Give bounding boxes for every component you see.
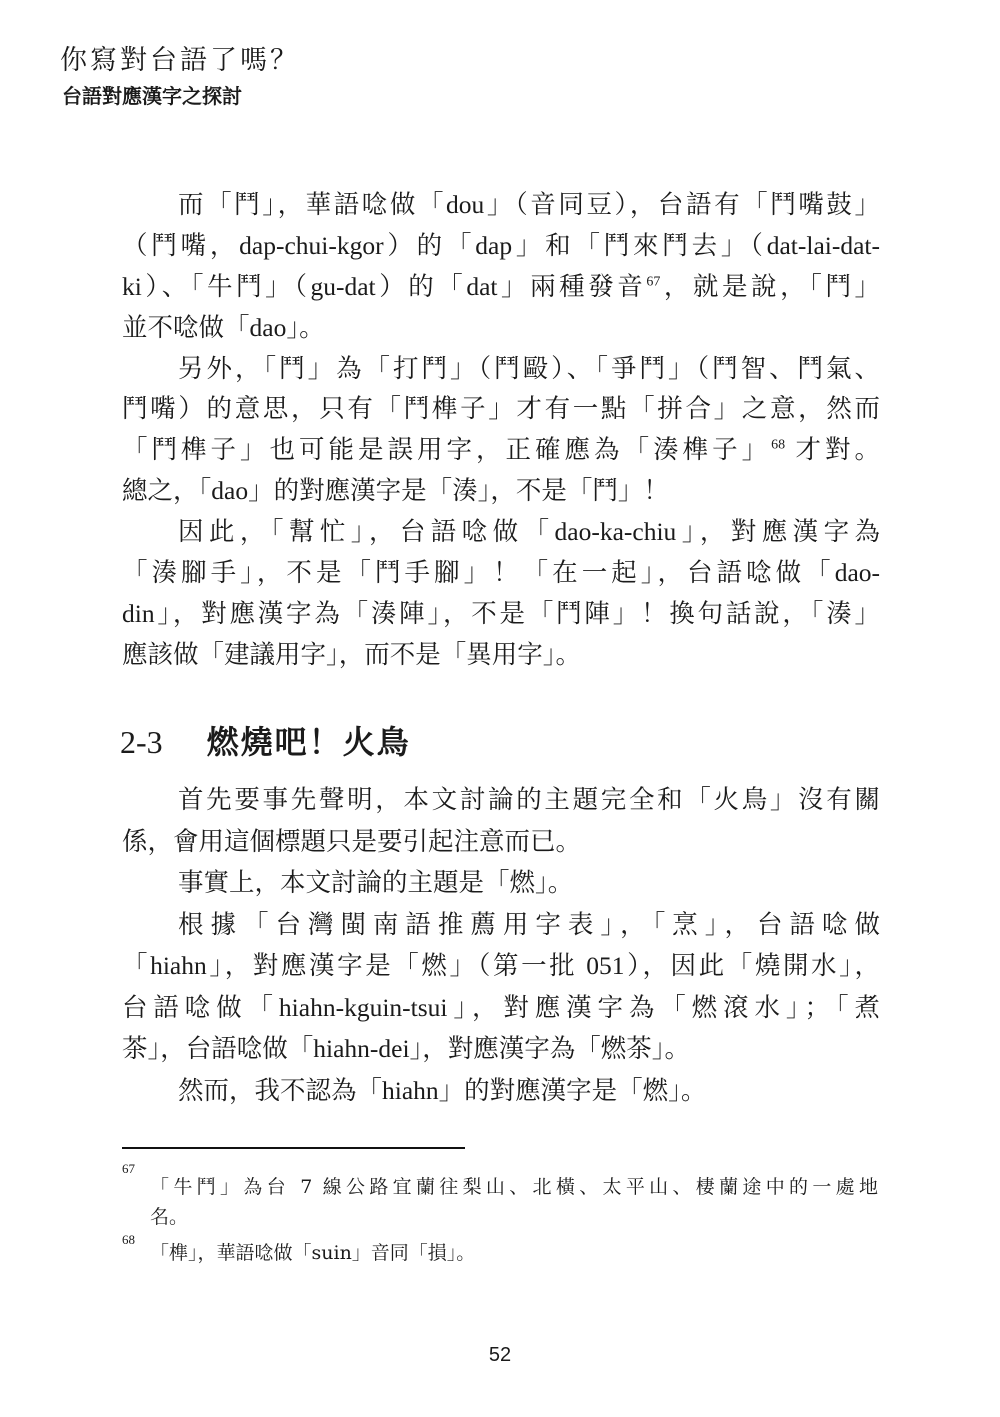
footnote-line: 「榫」，華語唸做「suin」音同「損」。: [150, 1242, 476, 1264]
text-line: 「hiahn」，對應漢字是「燃」（第一批 051），因此「燒開水」，: [122, 951, 880, 980]
text-line: din」，對應漢字為「湊陣」，不是「鬥陣」！換句話說，「湊」: [122, 598, 880, 628]
text-line: 首先要事先聲明，本文討論的主題完全和「火鳥」沒有關: [178, 785, 880, 814]
running-header-title: 你寫對台語了嗎？: [60, 45, 300, 76]
paragraph: [122, 349, 880, 513]
section-title: 燃燒吧！火鳥: [206, 723, 411, 761]
text-line: 應該做「建議用字」，而不是「異用字」。: [122, 639, 582, 669]
text-segment: 才對。: [785, 435, 880, 465]
section-number: 2-3: [120, 724, 163, 760]
footnote-number: 68: [122, 1232, 135, 1247]
text-line: 總之，「dao」的對應漢字是「湊」，不是「鬥」！: [122, 476, 669, 506]
text-line: [122, 267, 880, 308]
text-line: 茶」，台語唸做「hiahn-dei」，對應漢字為「燃茶」。: [122, 1034, 691, 1063]
text-line: 另外，「鬥」為「打鬥」（鬥毆）、「爭鬥」（鬥智、鬥氣、: [178, 353, 880, 383]
body-text-previous-section: [122, 185, 880, 676]
paragraph: [122, 862, 880, 904]
paragraph: [122, 904, 880, 1070]
text-line: 而「鬥」，華語唸做「dou」（音同豆），台語有「鬥嘴鼓」: [178, 190, 880, 219]
body-text-section: [122, 779, 880, 1111]
text-line: （鬥嘴，dap-chui-kgor）的「dap」和「鬥來鬥去」（dat-lai-dat-: [122, 230, 880, 260]
text-line: 因此，「幫忙」，台語唸做「dao-ka-chiu」，對應漢字為: [178, 517, 880, 547]
paragraph: [122, 779, 880, 862]
text-line: 並不唸做「dao」。: [122, 312, 325, 342]
text-line: 台語唸做「hiahn-kguin-tsui」，對應漢字為「燃滾水」；「煮: [122, 992, 880, 1022]
footnote-ref-67[interactable]: 67: [646, 274, 661, 290]
paragraph: [122, 1070, 880, 1112]
footnote-line: 「牛鬥」為台 7 線公路宜蘭往梨山、北橫、太平山、棲蘭途中的一處地: [150, 1176, 878, 1198]
footnote-number: 67: [122, 1161, 135, 1176]
text-segment: ki）、「牛鬥」（gu-dat）的「dat」兩種發音: [122, 271, 647, 301]
paragraph: [122, 512, 880, 676]
text-segment: ，就是說，「鬥」: [660, 271, 880, 301]
page-number: 52: [488, 1344, 512, 1366]
section-heading: [120, 718, 411, 766]
text-line: 「湊腳手」，不是「鬥手腳」！「在一起」，台語唸做「dao-: [122, 558, 880, 588]
text-line: 然而，我不認為「hiahn」的對應漢字是「燃」。: [178, 1075, 707, 1105]
footnote-line: 名。: [150, 1206, 189, 1228]
text-line: 係，會用這個標題只是要引起注意而已。: [122, 826, 582, 856]
paragraph: [122, 185, 880, 349]
running-header-subtitle: 台語對應漢字之探討: [62, 86, 242, 108]
text-line: 鬥嘴）的意思，只有「鬥榫子」才有一點「拼合」之意，然而: [122, 394, 880, 424]
text-segment: 「鬥榫子」也可能是誤用字，正確應為「湊榫子」: [122, 435, 772, 465]
text-line: [122, 430, 880, 471]
text-line: 根據「台灣閩南語推薦用字表」，「烹」，台語唸做: [178, 909, 880, 939]
text-line: 事實上，本文討論的主題是「燃」。: [178, 868, 574, 897]
footnote-ref-68[interactable]: 68: [771, 437, 786, 453]
footnote-divider: [122, 1147, 465, 1149]
